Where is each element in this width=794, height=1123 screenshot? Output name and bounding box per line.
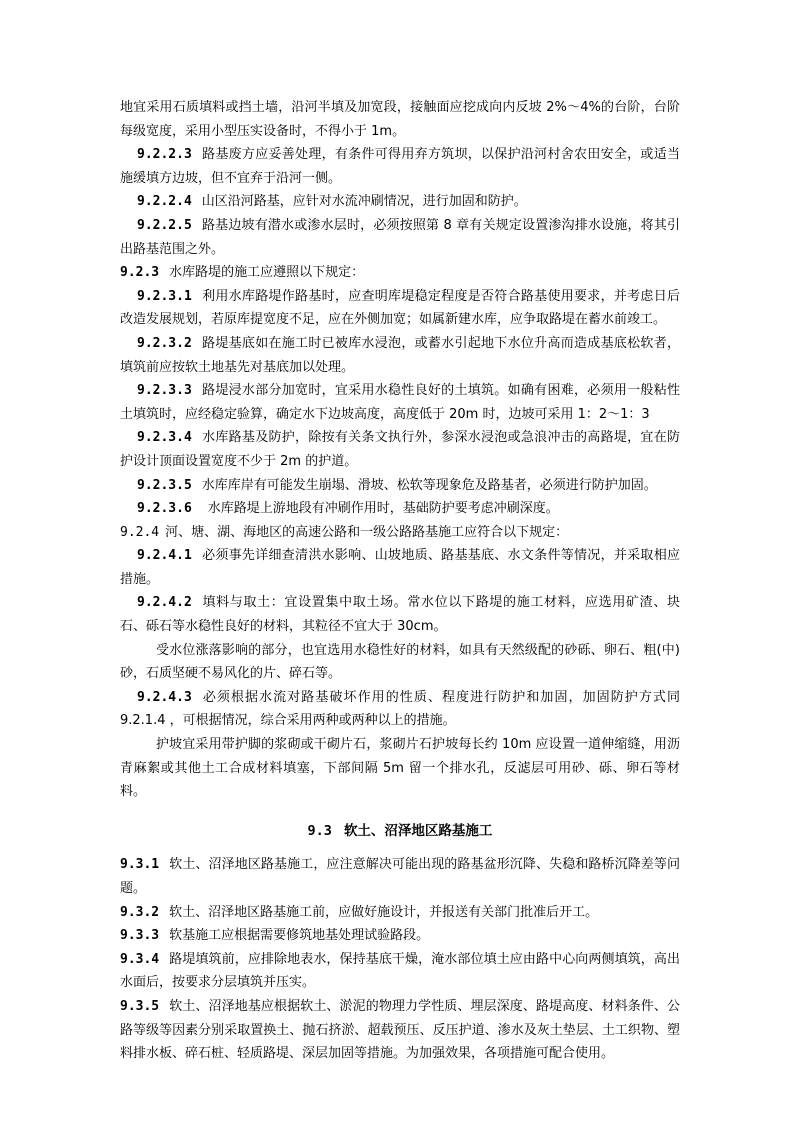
clause-9-3-1 — [120, 853, 680, 900]
section-title-text: 软土、沼泽地区路基施工 — [343, 822, 493, 839]
clause-text: 软土、沼泽地区路基施工前，应做好施设计，并报送有关部门批准后开工。 — [169, 904, 599, 920]
clause-number: 9.2.3 — [120, 265, 160, 281]
clause-number: 9.3.5 — [120, 998, 160, 1014]
clause-number: 9.3.2 — [120, 904, 160, 920]
section-number: 9.3 — [307, 822, 332, 839]
clause-9-3-4 — [120, 948, 680, 995]
clause-text: 利用水库路堤作路基时，应查明库堤稳定程度是否符合路基使用要求，并考虑日后改造发展规划，若原库提宽度不足，应在外侧加宽；如属新建水库，应争取路堤在蓄水前竣工。 — [120, 288, 680, 328]
clause-9-3-3 — [120, 924, 680, 948]
clause-9-2-2-4 — [120, 190, 680, 214]
clause-9-2-3-2 — [120, 332, 680, 379]
clause-number: 9.2.3.2 — [137, 335, 192, 351]
clause-text: 河、塘、湖、海地区的高速公路和一级公路路基施工应符合以下规定： — [165, 524, 569, 540]
clause-9-2-3-1 — [120, 285, 680, 332]
clause-9-3-2 — [120, 901, 680, 925]
clause-text: 水库路堤上游地段有冲刷作用时，基础防护要考虑冲刷深度。 — [207, 501, 559, 517]
clause-text: 路堤浸水部分加宽时，宜采用水稳性良好的土填筑。如确有困难，必须用一般粘性土填筑时，应经稳定验算，确定水下边坡高度，高度低于 20m 时，边坡可采用 1：2～1：3 — [120, 383, 680, 422]
clause-number: 9.3.4 — [120, 951, 160, 967]
clause-text: 必须事先详细查清洪水影响、山坡地质、路基基底、水文条件等情况，并采取相应措施。 — [120, 548, 680, 587]
clause-text: 水库路基及防护，除按有关条文执行外，参深水浸泡或急浪冲击的高路堤，宜在防护设计顶面设置宽度不少于 2m 的护道。 — [120, 430, 680, 469]
clause-9-2-4-2 — [120, 591, 680, 638]
clause-9-2-3-4 — [120, 426, 680, 473]
clause-9-2-3 — [120, 261, 680, 285]
clause-9-2-2-5 — [120, 214, 680, 261]
clause-9-2-4-3 — [120, 686, 680, 733]
clause-number: 9.2.2.3 — [137, 147, 192, 163]
paragraph — [120, 96, 680, 143]
clause-number: 9.2.3.1 — [137, 288, 192, 304]
clause-9-3-5 — [120, 995, 680, 1066]
clause-text: 山区沿河路基，应针对水流冲刷情况，进行加固和防护。 — [201, 194, 527, 210]
clause-9-2-3-5 — [120, 474, 680, 498]
clause-9-2-3-6 — [120, 497, 680, 521]
clause-number: 9.3.1 — [120, 857, 160, 873]
clause-text: 路堤填筑前，应排除地表水，保持基底干燥，淹水部位填土应由路中心向两侧填筑，高出水面后，按要求分层填筑并压实。 — [120, 951, 680, 991]
document-body — [120, 96, 680, 1066]
clause-number: 9.2.4.2 — [137, 595, 192, 611]
clause-9-2-4-1 — [120, 544, 680, 591]
clause-text: 填料与取土：宜设置集中取土场。常水位以下路堤的施工材料，应选用矿渣、块石、砾石等水稳性良好的材料，其粒径不宜大于 30cm。 — [120, 595, 680, 635]
clause-text: 软土、沼泽地基应根据软土、淤泥的物理力学性质、埋层深度、路堤高度、材料条件、公路等级等因素分别采取置换土、抛石挤淤、超载预压、反压护道、渗水及灰土垫层、土工织物、塑料排水板、碎石桩、轻质路堤、深层加固等措施。为加强效果，各项措施可配合使用。 — [120, 998, 680, 1062]
clause-number: 9.2.2.4 — [137, 194, 192, 210]
clause-number: 9.2.4.1 — [137, 548, 192, 564]
clause-number: 9.2.4 — [120, 524, 160, 540]
paragraph-text: 地宜采用石质填料或挡土墙，沿河半填及加宽段，接触面应挖成向内反坡 2%～4%的台阶，台阶每级宽度，采用小型压实设备时，不得小于 1m。 — [120, 100, 680, 139]
clause-text: 水库路堤的施工应遵照以下规定： — [169, 265, 365, 281]
paragraph-text: 受水位涨落影响的部分，也宜选用水稳性好的材料，如具有天然级配的砂砾、卵石、粗(中)砂，石质坚硬不易风化的片、碎石等。 — [120, 642, 680, 682]
clause-9-2-3-3 — [120, 379, 680, 426]
clause-text: 路基废方应妥善处理，有条件可得用弃方筑坝，以保护沿河村舍农田安全，或适当施缓填方边坡，但不宜弃于沿河一侧。 — [120, 147, 680, 186]
paragraph — [120, 639, 680, 686]
clause-9-2-4 — [120, 521, 680, 545]
paragraph-text: 护坡宜采用带护脚的浆砌或干砌片石，浆砌片石护坡每长约 10m 应设置一道伸缩缝，用沥青麻絮或其他土工合成材料填塞，下部间隔 5m 留一个排水孔，反滤层可用砂、砾、卵石等材料。 — [120, 737, 680, 800]
clause-number: 9.3.3 — [120, 928, 160, 944]
clause-number: 9.2.4.3 — [137, 689, 192, 705]
clause-number: 9.2.2.5 — [137, 217, 192, 233]
clause-number: 9.2.3.4 — [137, 430, 192, 446]
clause-text: 软土、沼泽地区路基施工，应注意解决可能出现的路基盆形沉降、失稳和路桥沉降差等问题。 — [120, 857, 680, 896]
paragraph — [120, 733, 680, 804]
clause-text: 必须根据水流对路基破坏作用的性质、程度进行防护和加固，加固防护方式同 9.2.1.4 ，可根据情况，综合采用两种或两种以上的措施。 — [120, 689, 680, 729]
clause-text: 软基施工应根据需要修筑地基处理试验路段。 — [169, 928, 430, 944]
clause-text: 路堤基底如在施工时已被库水浸泡，或蓄水引起地下水位升高而造成基底松软者，填筑前应按软土地基先对基底加以处理。 — [120, 335, 680, 375]
section-heading — [120, 820, 680, 844]
clause-text: 路基边坡有潜水或渗水层时，必须按照第 8 章有关规定设置渗沟排水设施，将其引出路基范围之外。 — [120, 217, 680, 257]
clause-text: 水库库岸有可能发生崩塌、滑坡、松软等现象危及路基者，必须进行防护加固。 — [201, 477, 657, 493]
clause-number: 9.2.3.3 — [137, 383, 192, 399]
clause-9-2-2-3 — [120, 143, 680, 190]
clause-number: 9.2.3.6 — [137, 501, 192, 517]
clause-number: 9.2.3.5 — [137, 477, 192, 493]
